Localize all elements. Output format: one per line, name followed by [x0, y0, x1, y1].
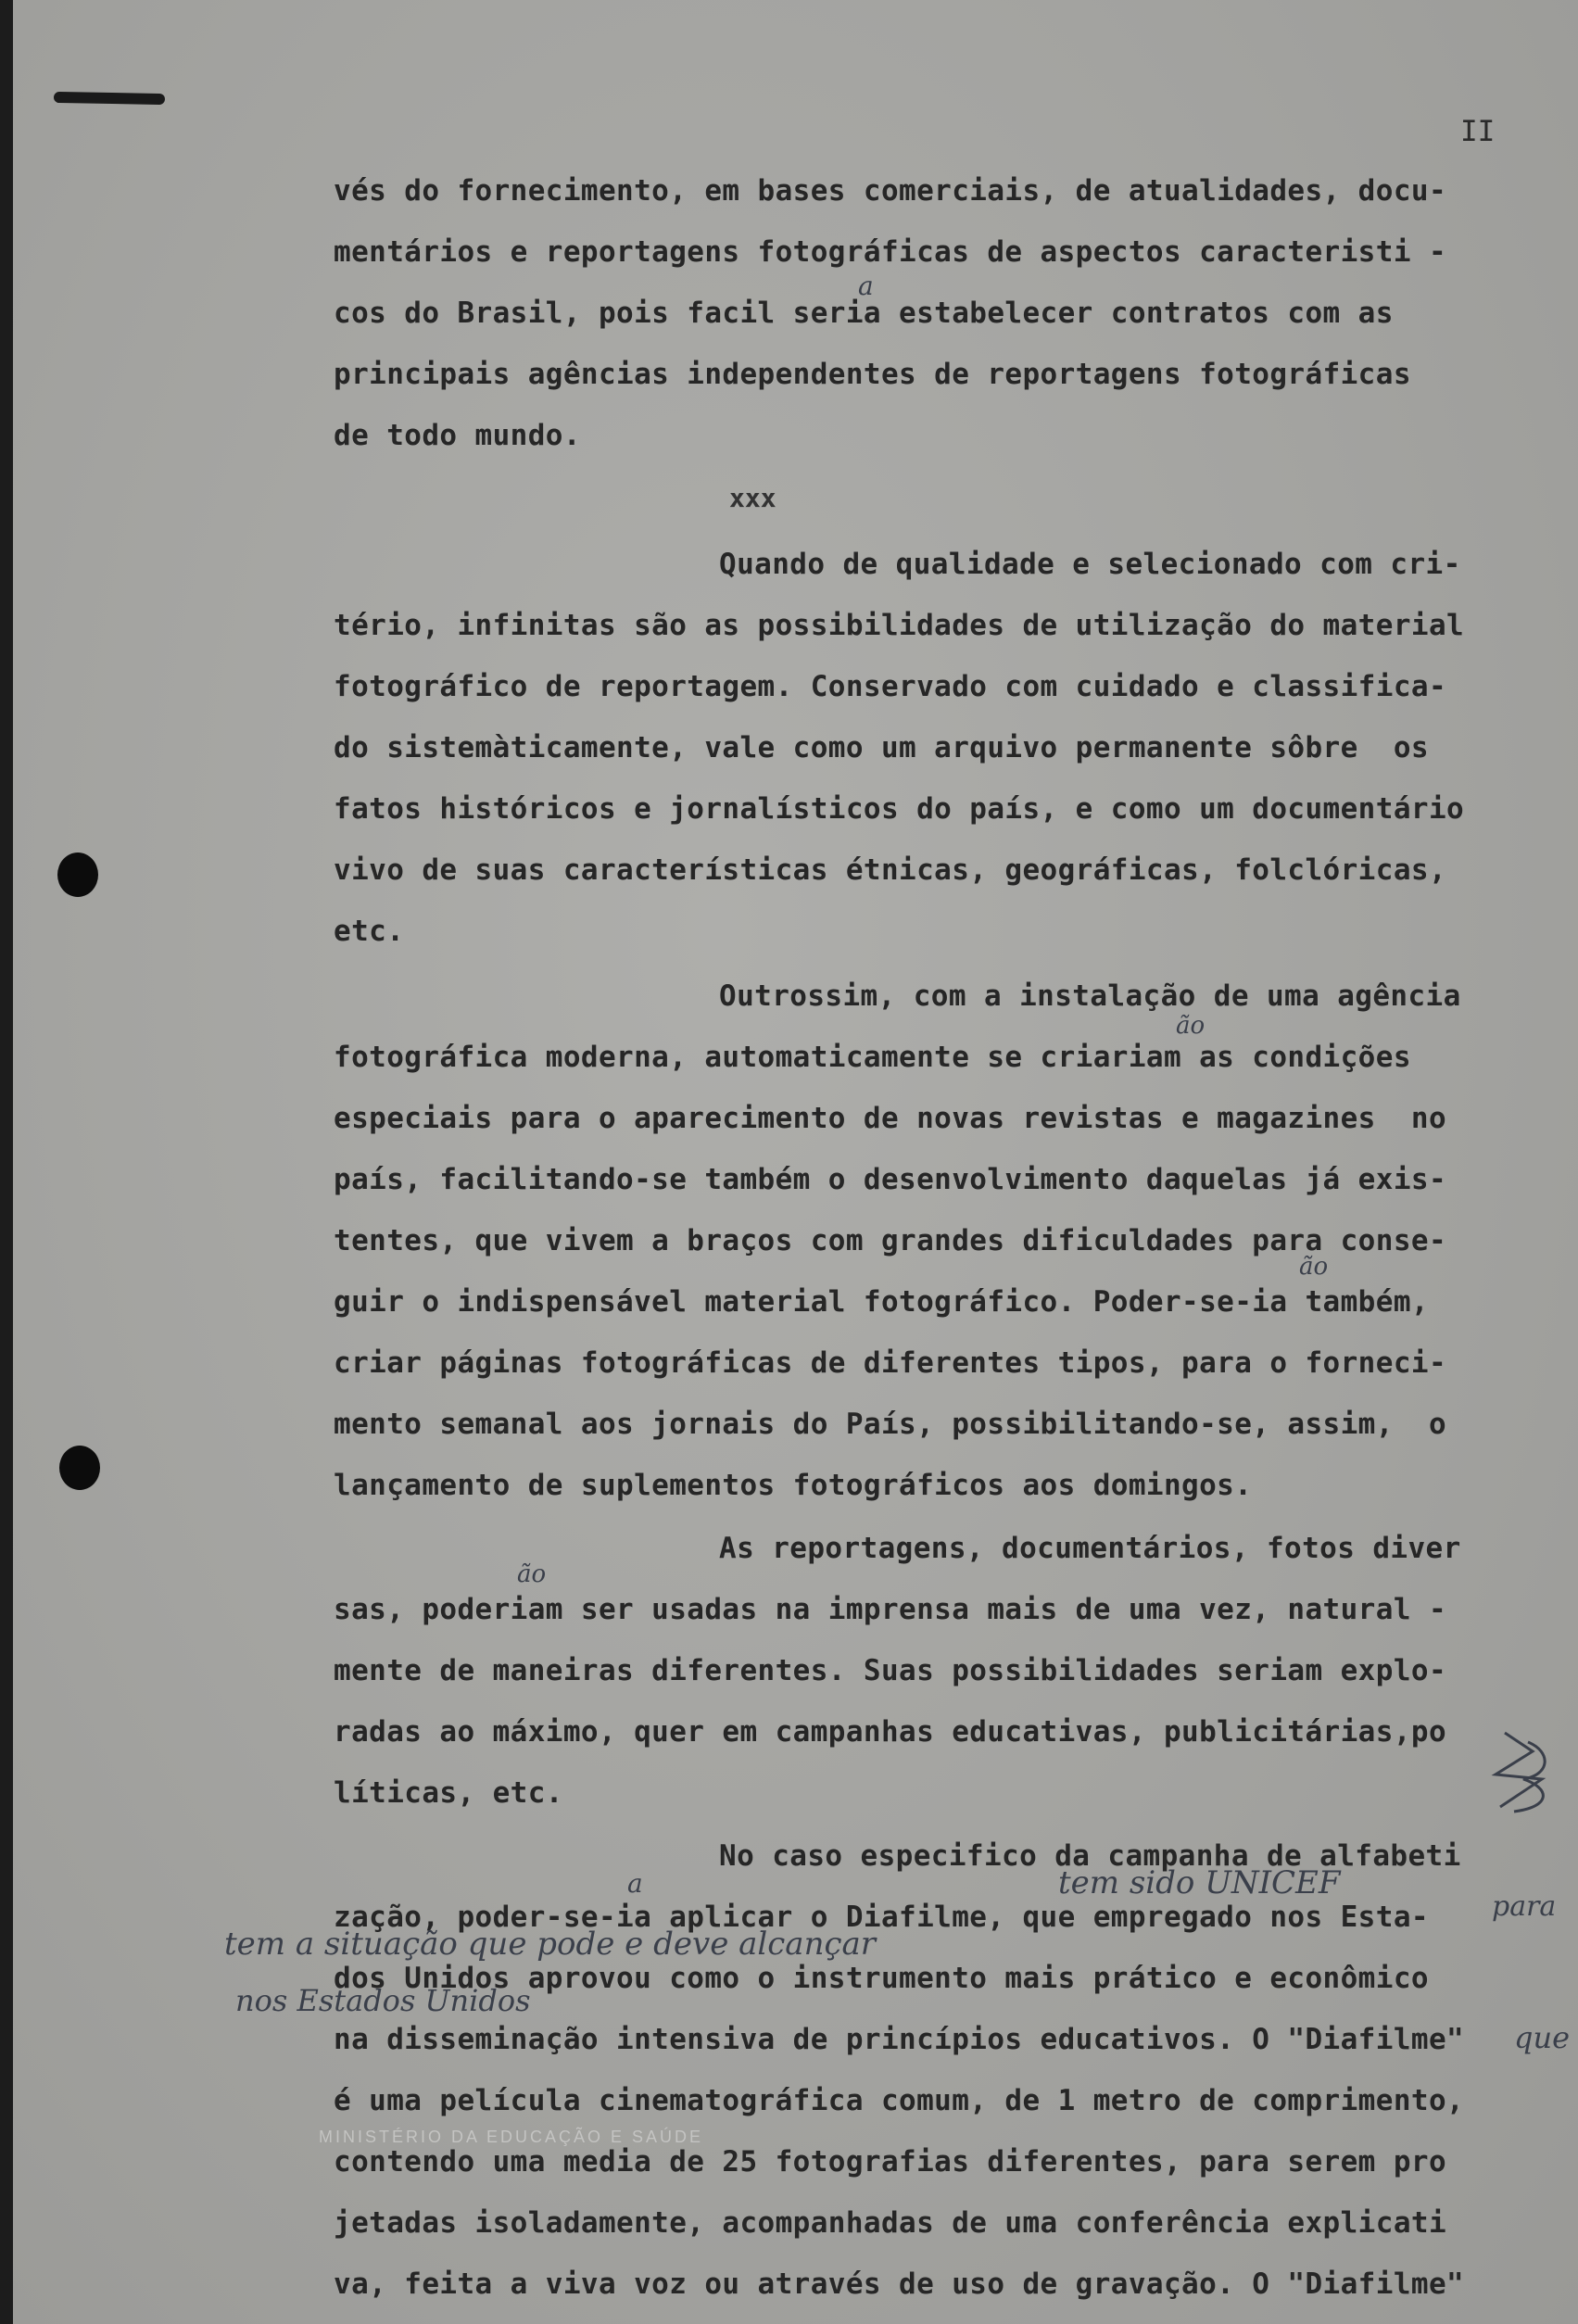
- text-line: tério, infinitas são as possibilidades de utilização do material: [334, 609, 1465, 642]
- text-line: fotográfica moderna, automaticamente se criariam as condições: [334, 1041, 1411, 1074]
- text-line: lançamento de suplementos fotográficos aos domingos.: [334, 1469, 1253, 1502]
- text-line: Quando de qualidade e selecionado com cri-: [719, 548, 1461, 581]
- handwritten-note: nos Estados Unidos: [235, 1983, 531, 2018]
- text-line: líticas, etc.: [334, 1776, 563, 1810]
- text-line: jetadas isoladamente, acompanhadas de uma conferência explicati: [334, 2206, 1447, 2240]
- handwritten-correction: ão: [1299, 1253, 1329, 1281]
- text-line: do sistemàticamente, vale como um arquivo permanente sôbre os: [334, 731, 1429, 764]
- text-line: criar páginas fotográficas de diferentes tipos, para o forneci-: [334, 1346, 1447, 1380]
- text-line: No caso especifico da campanha de alfabeti: [719, 1839, 1461, 1873]
- text-line: principais agências independentes de reportagens fotográficas: [334, 358, 1411, 391]
- text-line: tentes, que vivem a braços com grandes dificuldades para conse-: [334, 1224, 1447, 1257]
- handwritten-correction: ão: [1176, 1012, 1206, 1040]
- text-line: As reportagens, documentários, fotos diver: [719, 1532, 1461, 1565]
- text-line: etc.: [334, 915, 405, 948]
- text-line: mente de maneiras diferentes. Suas possibilidades seriam explo-: [334, 1654, 1447, 1687]
- text-line: zação, poder-se-ia aplicar o Diafilme, que empregado nos Esta-: [334, 1901, 1429, 1934]
- document-page: [13, 0, 1578, 2324]
- handwritten-correction: a: [858, 271, 874, 301]
- text-line: guir o indispensável material fotográfico. Poder-se-ia também,: [334, 1285, 1429, 1319]
- text-line: mento semanal aos jornais do País, possibilitando-se, assim, o: [334, 1408, 1447, 1441]
- text-line: contendo uma media de 25 fotografias diferentes, para serem pro: [334, 2145, 1447, 2179]
- handwritten-correction: ão: [517, 1560, 547, 1588]
- text-line: fatos históricos e jornalísticos do país, e como um documentário: [334, 792, 1465, 826]
- section-separator: xxx: [729, 483, 776, 513]
- text-line: vivo de suas características étnicas, geográficas, folclóricas,: [334, 853, 1447, 887]
- handwritten-correction: a: [627, 1868, 643, 1899]
- text-line: sas, poderiam ser usadas na imprensa mais de uma vez, natural -: [334, 1593, 1447, 1626]
- handwritten-note: para: [1492, 1890, 1557, 1923]
- text-line: dos Unidos aprovou como o instrumento mais prático e econômico: [334, 1962, 1429, 1995]
- punch-hole-bottom: [59, 1446, 100, 1490]
- page-number: II: [1460, 115, 1496, 148]
- text-line: especiais para o aparecimento de novas revistas e magazines no: [334, 1102, 1447, 1135]
- handwritten-note: que: [1514, 2020, 1571, 2055]
- paper-mark: [54, 92, 165, 105]
- punch-hole-top: [57, 853, 98, 897]
- ministry-stamp: MINISTÉRIO DA EDUCAÇÃO E SAÚDE: [319, 2128, 704, 2146]
- margin-scribble: [1486, 1724, 1560, 1816]
- text-line: mentários e reportagens fotográficas de aspectos caracteristi -: [334, 235, 1447, 269]
- handwritten-note: tem sido UNICEF: [1058, 1864, 1341, 1901]
- text-line: é uma película cinematográfica comum, de 1 metro de comprimento,: [334, 2084, 1465, 2117]
- text-line: vés do fornecimento, em bases comerciais, de atualidades, docu-: [334, 174, 1447, 208]
- text-line: de todo mundo.: [334, 419, 581, 452]
- text-line: Outrossim, com a instalação de uma agência: [719, 979, 1461, 1013]
- text-line: país, facilitando-se também o desenvolvimento daquelas já exis-: [334, 1163, 1447, 1196]
- text-line: fotográfico de reportagem. Conservado com cuidado e classifica-: [334, 670, 1447, 703]
- text-line: cos do Brasil, pois facil seria estabelecer contratos com as: [334, 297, 1394, 330]
- text-line: va, feita a viva voz ou através de uso de gravação. O "Diafilme": [334, 2267, 1465, 2301]
- text-line: na disseminação intensiva de princípios educativos. O "Diafilme": [334, 2023, 1465, 2056]
- text-line: radas ao máximo, quer em campanhas educativas, publicitárias,po: [334, 1715, 1447, 1749]
- handwritten-note: tem a situação que pode e deve alcançar: [224, 1926, 877, 1963]
